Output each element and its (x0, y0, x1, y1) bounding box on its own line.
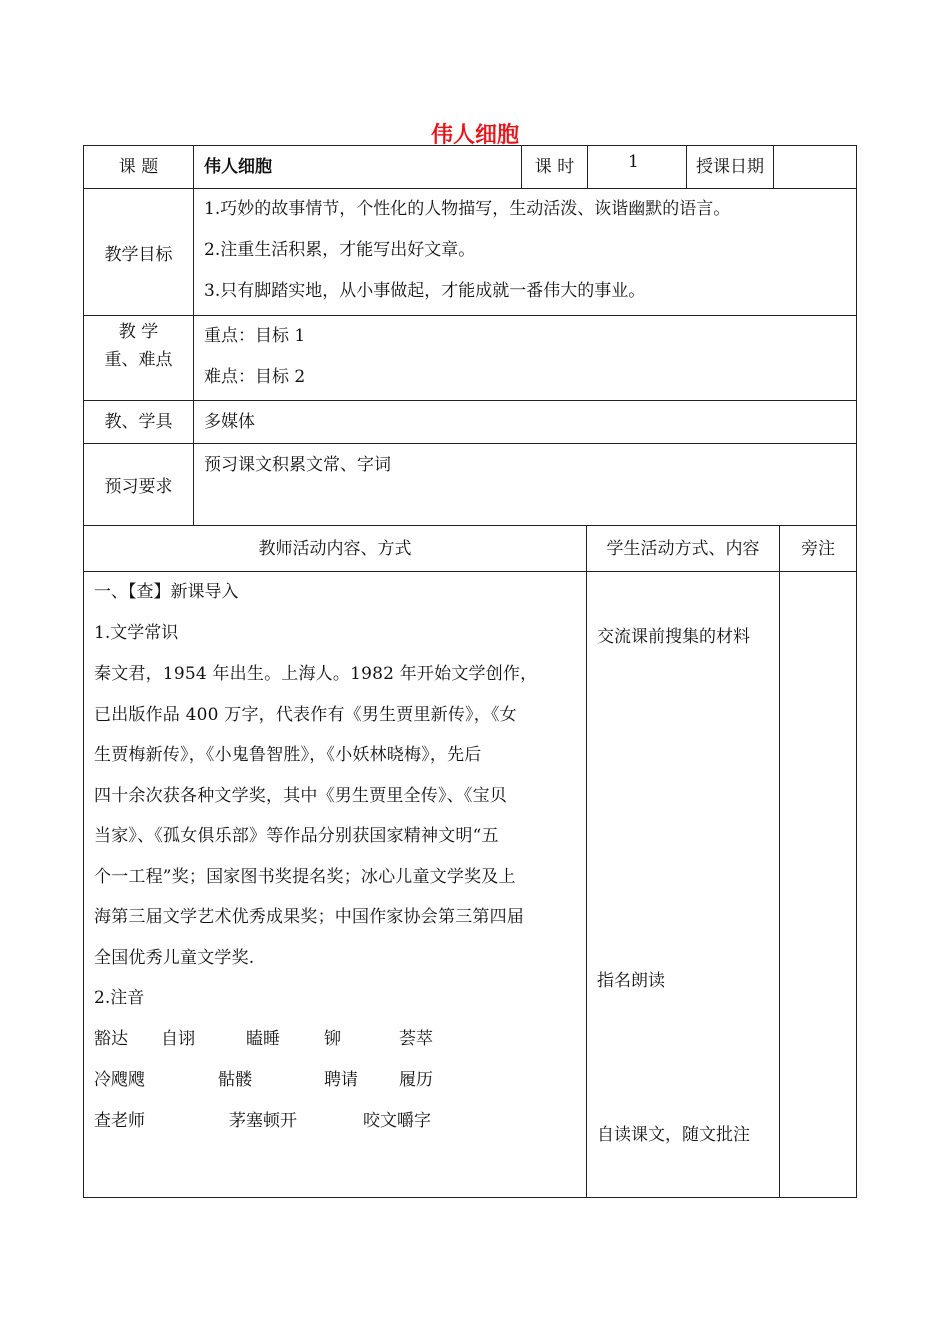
objective-item: 2.注重生活积累，才能写出好文章。 (204, 240, 476, 260)
notes-header: 旁注 (780, 526, 857, 572)
hours-label: 课 时 (522, 146, 588, 189)
objectives-label: 教学目标 (84, 189, 194, 316)
teacher-activity-content (84, 572, 587, 1198)
vocab-word: 骷髅 (218, 1070, 252, 1090)
pinyin-words-row (84, 1101, 586, 1142)
teacher-activity-header: 教师活动内容、方式 (84, 526, 587, 572)
objective-item: 3.只有脚踏实地，从小事做起，才能成就一番伟大的事业。 (204, 281, 646, 301)
vocab-word: 茅塞顿开 (229, 1111, 297, 1131)
student-activity-item: 自读课文，随文批注 (597, 1125, 750, 1145)
subsection-title: 2.注音 (94, 988, 145, 1008)
vocab-word: 履历 (399, 1070, 433, 1090)
course-label: 课 题 (84, 146, 194, 189)
lesson-info-table (83, 145, 857, 526)
student-activity-item: 交流课前搜集的材料 (597, 627, 750, 647)
vocab-word: 荟萃 (399, 1029, 433, 1049)
vocab-word: 聘请 (324, 1070, 358, 1090)
vocab-word: 豁达 (94, 1029, 128, 1049)
bio-line: 个一工程”奖；国家图书奖提名奖；冰心儿童文学奖及上 (94, 866, 516, 887)
vocab-word: 查老师 (94, 1111, 145, 1131)
bio-line: 已出版作品 400 万字，代表作有《男生贾里新传》，《女 (94, 704, 517, 725)
vocab-word: 咬文嚼字 (363, 1111, 431, 1131)
date-value (774, 146, 857, 189)
vocab-word: 自诩 (161, 1029, 195, 1049)
activities-table (83, 525, 857, 1198)
bio-line: 海第三届文学艺术优秀成果奖；中国作家协会第三第四届 (94, 907, 524, 927)
course-value: 伟人细胞 (194, 146, 522, 189)
objective-item: 1.巧妙的故事情节，个性化的人物描写，生动活泼、诙谐幽默的语言。 (204, 199, 731, 219)
hours-value: 1 (588, 146, 687, 189)
focus-text: 重点：目标 1 (204, 326, 306, 346)
key-points-label-line2: 重、难点 (104, 350, 173, 370)
pinyin-words-row (84, 1019, 586, 1060)
tools-value: 多媒体 (194, 401, 857, 444)
bio-line: 秦文君，1954 年出生。上海人。1982 年开始文学创作， (94, 664, 538, 684)
student-activity-content (587, 572, 780, 1198)
difficulty-text: 难点：目标 2 (204, 367, 306, 387)
bio-line: 生贾梅新传》，《小鬼鲁智胜》，《小妖林晓梅》，先后 (94, 745, 482, 765)
student-activity-item: 指名朗读 (597, 971, 665, 991)
preview-value: 预习课文积累文常、字词 (194, 444, 857, 526)
date-label: 授课日期 (687, 146, 774, 189)
pinyin-words-row (84, 1060, 586, 1101)
vocab-word: 铆 (324, 1029, 341, 1049)
bio-line: 全国优秀儿童文学奖. (94, 947, 255, 968)
tools-label: 教、学具 (84, 401, 194, 444)
notes-content (780, 572, 857, 1198)
bio-text (84, 654, 586, 978)
key-points-label-line1: 教 学 (118, 322, 159, 342)
bio-line: 四十余次获各种文学奖，其中《男生贾里全传》、《宝贝 (94, 785, 507, 806)
subsection-title: 1.文学常识 (94, 623, 179, 643)
page-title: 伟人细胞 (430, 123, 519, 148)
section-title: 一、【查】新课导入 (94, 582, 239, 602)
preview-label: 预习要求 (84, 444, 194, 526)
vocab-word: 冷飕飕 (94, 1070, 145, 1090)
student-activity-header: 学生活动方式、内容 (587, 526, 780, 572)
bio-line: 当家》、《孤女俱乐部》等作品分别获国家精神文明“五 (94, 826, 499, 846)
vocab-word: 瞌睡 (246, 1029, 280, 1049)
